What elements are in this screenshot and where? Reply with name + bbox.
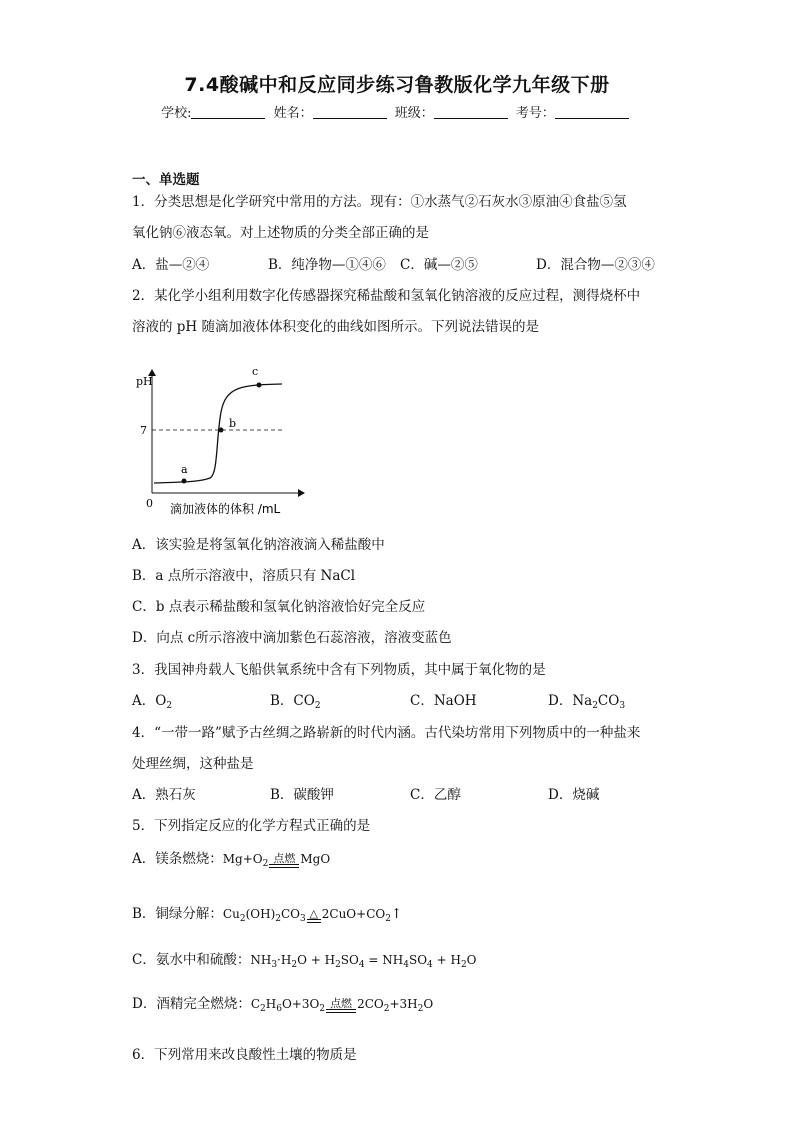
ph-curve <box>154 384 282 483</box>
q2-option-b[interactable]: B．a 点所示溶液中，溶质只有 NaCl <box>132 568 356 584</box>
q3-option-b[interactable]: B．$CO_2$ <box>270 693 321 711</box>
q4-option-a[interactable]: A．熟石灰 <box>132 787 196 803</box>
q3-option-a[interactable]: A．$O_2$ <box>132 693 173 711</box>
q5-option-a[interactable]: A．镁条燃烧：$Mg+O_2$ 点燃 MgO <box>132 851 331 869</box>
ph-curve-chart <box>132 350 322 520</box>
q4-option-c[interactable]: C．乙醇 <box>410 787 461 803</box>
q2-option-a[interactable]: A．该实验是将氢氧化钠溶液滴入稀盐酸中 <box>132 537 385 553</box>
q5-line1: 5．下列指定反应的化学方程式正确的是 <box>132 818 371 834</box>
q2-line2: 溶液的 pH 随滴加液体体积变化的曲线如图所示。下列说法错误的是 <box>132 319 539 335</box>
q1-option-c[interactable]: C．碱—②⑤ <box>400 257 478 273</box>
exam-no-blank[interactable] <box>555 104 629 119</box>
label-a: a <box>181 463 188 476</box>
school-blank[interactable] <box>191 104 265 119</box>
q2-option-d[interactable]: D．向点 c所示溶液中滴加紫色石蕊溶液，溶液变蓝色 <box>132 630 452 646</box>
school-label: 学校: <box>161 106 192 121</box>
y-tick-7: 7 <box>140 424 147 437</box>
name-blank[interactable] <box>313 104 387 119</box>
q1-option-a[interactable]: A．盐—②④ <box>132 257 210 273</box>
q3-option-c[interactable]: C．NaOH <box>410 693 477 709</box>
q5-option-b[interactable]: B．铜绿分解：$Cu_2(OH)_2CO_3$ △ $2CuO+CO_2↑$ <box>132 906 403 924</box>
q1-line2: 氧化钠⑥液态氧。对上述物质的分类全部正确的是 <box>132 225 429 241</box>
q3-line1: 3．我国神舟载人飞船供氧系统中含有下列物质，其中属于氧化物的是 <box>132 662 546 678</box>
q5-option-d[interactable]: D．酒精完全燃烧：$C_2H_6O+3O_2$ 点燃 $2CO_2+3H_2O$ <box>132 996 434 1014</box>
x-axis-label: 滴加液体的体积 /mL <box>170 502 281 516</box>
student-info-line <box>0 102 794 121</box>
q3-option-d[interactable]: D．$Na_2CO_3$ <box>548 693 626 711</box>
origin-label: 0 <box>146 497 153 510</box>
q6-line1: 6．下列常用来改良酸性土壤的物质是 <box>132 1047 357 1063</box>
point-b <box>219 428 224 433</box>
q4-line1: 4．“一带一路”赋予古丝绸之路崭新的时代内涵。古代染坊常用下列物质中的一种盐来 <box>132 725 641 741</box>
q1-line1: 1．分类思想是化学研究中常用的方法。现有：①水蒸气②石灰水③原油④食盐⑤氢 <box>132 194 627 210</box>
point-a <box>182 479 187 484</box>
class-label: 班级： <box>394 106 434 121</box>
q4-option-b[interactable]: B．碳酸钾 <box>270 787 334 803</box>
class-blank[interactable] <box>434 104 508 119</box>
q1-option-b[interactable]: B．纯净物—①④⑥ <box>268 257 386 273</box>
q2-line1: 2．某化学小组利用数字化传感器探究稀盐酸和氢氧化钠溶液的反应过程，测得烧杯中 <box>132 288 641 304</box>
exam-no-label: 考号： <box>515 106 555 121</box>
label-c: c <box>252 365 259 378</box>
q4-line2: 处理丝绸，这种盐是 <box>132 756 254 772</box>
q1-option-d[interactable]: D．混合物—②③④ <box>536 257 655 273</box>
q4-option-d[interactable]: D．烧碱 <box>548 787 600 803</box>
page-title: 7.4酸碱中和反应同步练习鲁教版化学九年级下册 <box>184 74 610 96</box>
section-heading: 一、单选题 <box>132 172 200 188</box>
y-axis-label: pH <box>136 375 153 388</box>
name-label: 姓名： <box>273 106 313 121</box>
q5-option-c[interactable]: C．氨水中和硫酸：$NH_3\cdot H_2O + H_2SO_4 = NH_4SO_4 + H_2O$ <box>132 952 477 970</box>
q2-option-c[interactable]: C．b 点表示稀盐酸和氢氧化钠溶液恰好完全反应 <box>132 599 426 615</box>
label-b: b <box>229 417 237 430</box>
point-c <box>257 383 262 388</box>
